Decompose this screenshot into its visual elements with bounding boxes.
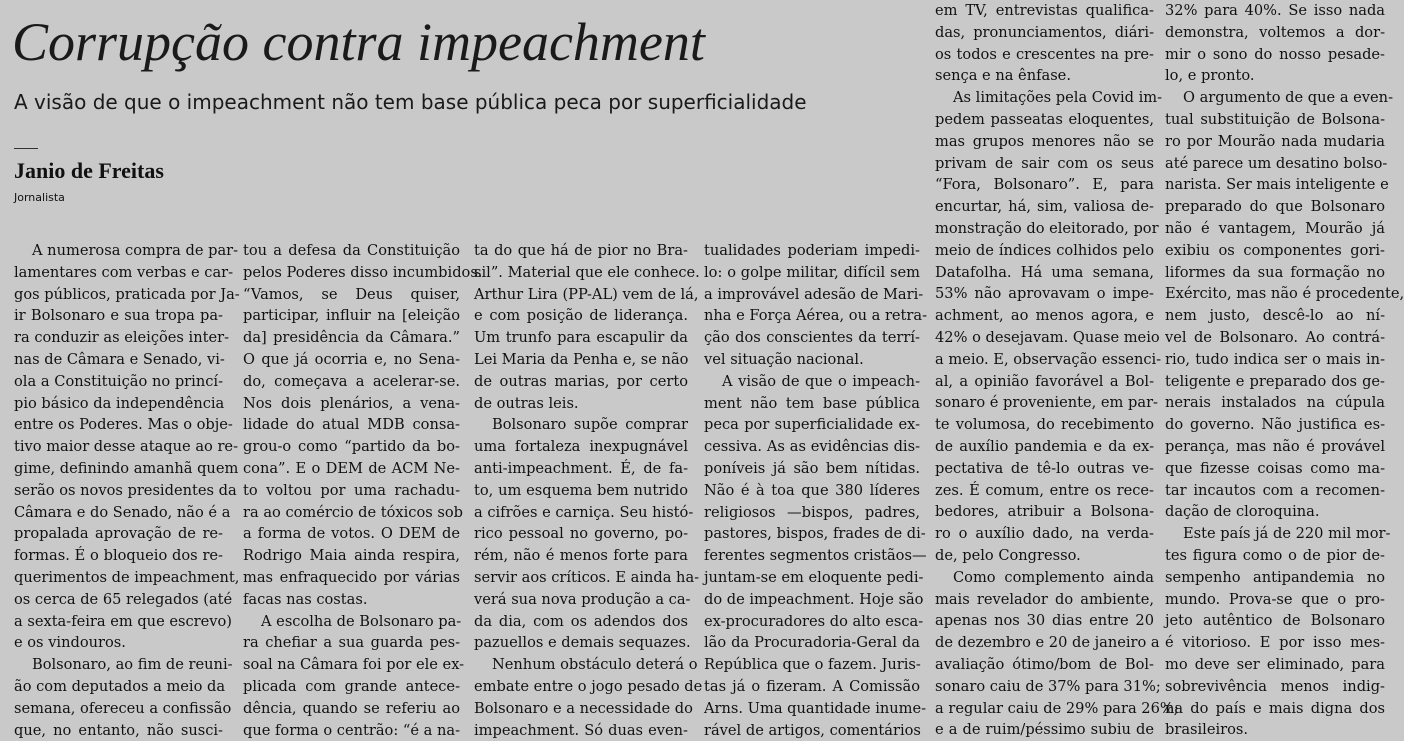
text-line: ta do que há de pior no Bra-: [474, 242, 688, 259]
text-line: verá sua nova produção a ca-: [474, 590, 691, 608]
text-line: soal na Câmara foi por ele ex-: [243, 656, 465, 674]
text-line: apenas nos 30 dias entre 20: [935, 612, 1154, 630]
text-line: liformes da sua formação no: [1165, 263, 1385, 281]
text-line: do, começava a acelerar-se.: [243, 372, 460, 390]
text-line: e com posição de liderança.: [474, 307, 688, 325]
text-line: gime, definindo amanhã quem: [14, 459, 239, 477]
text-line: grou-o como “partido da bo-: [243, 438, 460, 456]
text-line: da dia, com os adendos dos: [474, 612, 688, 630]
text-line: semana, ofereceu a confissão: [14, 699, 232, 717]
text-line: 32% para 40%. Se isso nada: [1165, 2, 1385, 19]
text-line: Câmara e do Senado, não é a: [14, 503, 231, 521]
text-line: mais revelador do ambiente,: [935, 590, 1154, 608]
text-line: ra conduzir as eleições inter-: [14, 329, 230, 347]
text-line: “Fora, Bolsonaro”. E, para: [935, 176, 1154, 194]
text-line: propalada aprovação de re-: [14, 525, 223, 543]
text-line: preparado do que Bolsonaro: [1165, 198, 1385, 216]
text-line: ola a Constituição no princí-: [14, 372, 223, 390]
text-line: os todos e crescentes na pre-: [935, 45, 1154, 63]
text-line: sença e na ênfase.: [935, 67, 1071, 85]
text-line: perança, mas não é provável: [1165, 437, 1385, 455]
text-line: brasileiros.: [1165, 721, 1249, 739]
text-line: A visão de que o impeach-: [722, 372, 920, 390]
text-line: tas já o fizeram. A Comissão: [704, 677, 920, 695]
text-line: é vitorioso. E por isso mes-: [1165, 634, 1385, 652]
text-line: A numerosa compra de par-: [32, 242, 239, 259]
text-line: uma fortaleza inexpugnável: [474, 438, 688, 456]
text-line: Datafolha. Há uma semana,: [935, 263, 1154, 281]
text-line: Arthur Lira (PP-AL) vem de lá,: [474, 285, 699, 303]
text-line: que fizesse coisas como ma-: [1165, 459, 1385, 477]
text-line: vel de Bolsonaro. Ao contrá-: [1165, 328, 1385, 346]
text-line: da] presidência da Câmara.”: [243, 329, 460, 347]
text-line: dação de cloroquina.: [1165, 503, 1320, 521]
text-line: na do país e mais digna dos: [1165, 699, 1385, 717]
author-name: Janio de Freitas: [14, 158, 164, 183]
article-headline: Corrupção contra impeachment: [12, 12, 705, 72]
text-line: cessiva. As as evidências dis-: [704, 438, 920, 456]
text-line: ment não tem base pública: [704, 394, 920, 412]
text-line: poníveis já são bem nítidas.: [704, 459, 920, 477]
text-line: a sexta-feira em que escrevo): [14, 612, 232, 630]
text-line: Bolsonaro supõe comprar: [492, 416, 688, 434]
text-line: tualidades poderiam impedi-: [704, 242, 920, 259]
text-line: to, um esquema bem nutrido: [474, 481, 688, 499]
text-line: ção dos conscientes da terrí-: [704, 329, 920, 347]
text-line: teligente e preparado dos ge-: [1165, 372, 1385, 390]
text-line: lidade do atual MDB consa-: [243, 416, 460, 434]
text-line: zes. É comum, entre os rece-: [935, 481, 1154, 499]
text-line: sonaro caiu de 37% para 31%;: [935, 677, 1161, 695]
text-line: tou a defesa da Constituição: [243, 242, 460, 259]
text-line: anti-impeachment. É, de fa-: [474, 459, 688, 477]
text-line: participar, influir na [eleição: [243, 307, 460, 325]
text-line: privam de sair com os seus: [935, 154, 1154, 172]
text-line: tivo maior desse ataque ao re-: [14, 438, 238, 456]
text-column-4: [704, 240, 928, 739]
text-line: não é vantagem, Mourão já: [1165, 219, 1385, 237]
text-line: até parece um desatino bolso-: [1165, 154, 1388, 172]
text-line: 42% o desejavam. Quase meio: [935, 328, 1160, 346]
text-line: que, no entanto, não susci-: [14, 721, 223, 739]
text-line: formas. É o bloqueio dos re-: [14, 547, 223, 565]
text-line: meio de índices colhidos pelo: [935, 241, 1154, 259]
text-column-6: [1165, 0, 1404, 739]
text-line: mundo. Prova-se que o pro-: [1165, 590, 1385, 608]
text-line: embate entre o jogo pesado de: [474, 677, 703, 695]
text-line: que forma o centrão: “é a na-: [243, 721, 460, 739]
text-line: os cerca de 65 relegados (até: [14, 590, 233, 608]
text-line: pazuellos e demais sequazes.: [474, 634, 691, 652]
text-line: a forma de votos. O DEM de: [243, 525, 460, 543]
text-line: exibiu os componentes gori-: [1165, 241, 1385, 259]
text-line: pastores, bispos, frades de di-: [704, 525, 926, 543]
text-line: monstração do eleitorado, por: [935, 219, 1159, 237]
text-line: sempenho antipandemia no: [1165, 568, 1385, 586]
text-line: Exército, mas não é procedente,: [1165, 285, 1404, 303]
text-line: e a de ruim/péssimo subiu de: [935, 721, 1154, 739]
text-line: do de impeachment. Hoje são: [704, 590, 924, 608]
text-line: de auxílio pandemia e da ex-: [935, 437, 1154, 455]
text-line: República que o fazem. Juris-: [704, 656, 921, 674]
text-column-5: [935, 0, 1179, 739]
text-line: de dezembro e 20 de janeiro a: [935, 634, 1160, 652]
text-line: te volumosa, do recebimento: [935, 416, 1154, 434]
text-line: nem justo, descê-lo ao ní-: [1165, 307, 1385, 325]
text-line: nerais instalados na cúpula: [1165, 394, 1385, 412]
text-line: lamentares com verbas e car-: [14, 263, 234, 281]
text-line: Não é à toa que 380 líderes: [704, 481, 920, 499]
text-line: cona”. E o DEM de ACM Ne-: [243, 459, 460, 477]
text-line: entre os Poderes. Mas o obje-: [14, 416, 233, 434]
text-line: lo: o golpe militar, difícil sem: [704, 263, 920, 281]
text-line: mas grupos menores não se: [935, 132, 1154, 150]
text-line: de, pelo Congresso.: [935, 546, 1081, 564]
text-line: bedores, atribuir a Bolsona-: [935, 503, 1154, 521]
text-line: ra chefiar a sua guarda pes-: [243, 634, 460, 652]
text-line: lo, e pronto.: [1165, 67, 1255, 85]
text-line: Um trunfo para escapulir da: [474, 329, 688, 347]
text-line: peca por superficialidade ex-: [704, 416, 920, 434]
text-line: lão da Procuradoria-Geral da: [704, 634, 920, 652]
text-line: mas enfraquecido por várias: [243, 568, 460, 586]
text-line: em TV, entrevistas qualifica-: [935, 2, 1154, 19]
text-line: rém, não é menos forte para: [474, 547, 688, 565]
text-line: e os vindouros.: [14, 634, 126, 652]
text-line: Como complemento ainda: [953, 568, 1154, 586]
text-line: Arns. Uma quantidade inume-: [704, 699, 927, 717]
text-line: achment, ao menos agora, e: [935, 307, 1154, 325]
text-line: ro o auxílio dado, na verda-: [935, 525, 1154, 543]
text-line: a meio. E, observação essenci-: [935, 350, 1162, 368]
text-line: Bolsonaro, ao fim de reuni-: [32, 656, 233, 674]
text-line: ra ao comércio de tóxicos sob: [243, 503, 463, 521]
text-line: ex-procuradores do alto esca-: [704, 612, 924, 630]
text-line: nha e Força Aérea, ou a retra-: [704, 307, 928, 325]
text-line: sil”. Material que ele conhece.: [474, 263, 700, 281]
text-line: vel situação nacional.: [704, 350, 864, 368]
text-line: Nenhum obstáculo deterá o: [492, 656, 698, 674]
text-line: de outras marias, por certo: [474, 372, 688, 390]
text-line: A escolha de Bolsonaro pa-: [261, 612, 462, 630]
text-line: pectativa de tê-lo outras ve-: [935, 459, 1154, 477]
text-line: O argumento de que a even-: [1183, 89, 1394, 107]
text-line: sobrevivência menos indig-: [1165, 677, 1385, 695]
article-subheadline: A visão de que o impeachment não tem base pública peca por superficialidade: [14, 90, 807, 114]
text-line: pelos Poderes disso incumbidos.: [243, 263, 483, 281]
text-line: Bolsonaro e a necessidade do: [474, 699, 693, 717]
text-line: ir Bolsonaro e sua tropa pa-: [14, 307, 223, 325]
text-line: a cifrões e carniça. Seu histó-: [474, 503, 694, 521]
text-line: pedem passeatas eloquentes,: [935, 110, 1154, 128]
text-line: serão os novos presidentes da: [14, 481, 237, 499]
text-line: ro por Mourão nada mudaria: [1165, 132, 1385, 150]
author-role: Jornalista: [14, 191, 65, 204]
text-line: pio básico da independência: [14, 394, 225, 412]
text-line: servir aos críticos. E ainda ha-: [474, 568, 700, 586]
text-line: to voltou por uma rachadu-: [243, 481, 460, 499]
text-line: tes figura como o de pior de-: [1165, 546, 1385, 564]
text-line: sonaro é proveniente, em par-: [935, 394, 1158, 412]
text-line: das, pronunciamentos, diári-: [935, 23, 1154, 41]
text-line: Rodrigo Maia ainda respira,: [243, 547, 460, 565]
text-line: a regular caiu de 29% para 26%;: [935, 699, 1179, 717]
text-line: querimentos de impeachment,: [14, 568, 240, 586]
text-line: do governo. Não justifica es-: [1165, 416, 1385, 434]
text-line: rico pessoal no governo, po-: [474, 525, 688, 543]
text-line: juntam-se em eloquente pedi-: [704, 568, 924, 586]
text-line: nas de Câmara e Senado, vi-: [14, 350, 225, 368]
text-line: rio, tudo indica ser o mais in-: [1165, 350, 1385, 368]
text-line: dência, quando se referiu ao: [243, 699, 460, 717]
text-line: religiosos —bispos, padres,: [704, 503, 920, 521]
text-line: facas nas costas.: [243, 590, 368, 608]
text-line: de outras leis.: [474, 394, 579, 412]
text-line: gos públicos, praticada por Ja-: [14, 285, 240, 303]
text-line: demonstra, voltemos a dor-: [1165, 23, 1385, 41]
text-line: rável de artigos, comentários: [704, 721, 921, 739]
text-line: mo deve ser eliminado, para: [1165, 655, 1385, 673]
text-line: tar incautos com a recomen-: [1165, 481, 1385, 499]
text-column-1: [14, 240, 240, 739]
text-line: Este país já de 220 mil mor-: [1183, 525, 1391, 543]
text-line: avaliação ótimo/bom de Bol-: [935, 655, 1154, 673]
text-line: ferentes segmentos cristãos—: [704, 547, 927, 565]
text-line: narista. Ser mais inteligente e: [1165, 176, 1389, 194]
text-line: O que já ocorria e, no Sena-: [243, 350, 460, 368]
text-line: “Vamos, se Deus quiser,: [243, 285, 460, 303]
text-line: jeto autêntico de Bolsonaro: [1165, 612, 1385, 630]
text-line: impeachment. Só duas even-: [474, 721, 688, 739]
text-line: mir o sono do nosso pesade-: [1165, 45, 1385, 63]
text-line: encurtar, há, sim, valiosa de-: [935, 198, 1154, 216]
text-line: plicada com grande antece-: [243, 677, 460, 695]
text-line: As limitações pela Covid im-: [953, 89, 1163, 107]
text-line: a improvável adesão de Mari-: [704, 285, 924, 303]
text-line: Lei Maria da Penha e, se não: [474, 350, 689, 368]
byline-rule: [14, 148, 38, 149]
text-line: 53% não aprovavam o impe-: [935, 285, 1154, 303]
text-line: tual substituição de Bolsona-: [1165, 110, 1385, 128]
text-line: Nos dois plenários, a vena-: [243, 394, 460, 412]
text-line: al, a opinião favorável a Bol-: [935, 372, 1154, 390]
text-column-2: [243, 240, 483, 739]
text-line: ão com deputados a meio da: [14, 677, 226, 695]
text-column-3: [474, 240, 703, 739]
